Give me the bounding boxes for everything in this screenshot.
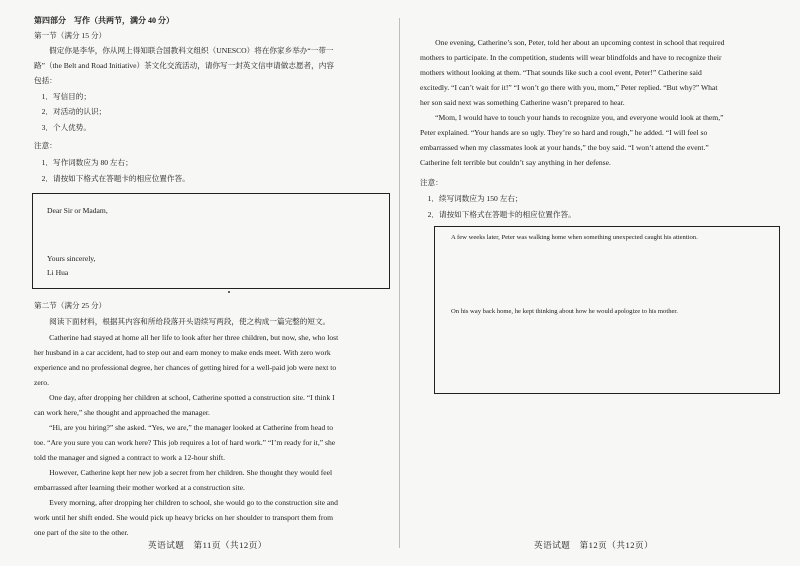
part-title: 第四部分 写作（共两节，满分 40 分） (34, 16, 174, 25)
story-line: toe. “Are you sure you can work here? This job requires a lot of hard work.” “I’m ready for it,” she (34, 438, 336, 447)
story-line: Catherine felt terrible but couldn’t say anything in her defense. (420, 158, 611, 167)
task-line: 包括： (34, 76, 57, 85)
story-line: can work here,” she thought and approached the manager. (34, 408, 210, 417)
story-line: “Mom, I would have to touch your hands to recognize you, and everyone would look at them,” (420, 113, 724, 122)
story-line: Every morning, after dropping her children to school, she would go to the construction site and (34, 498, 338, 507)
note-item: 2．请按如下格式在答题卡的相应位置作答。 (420, 210, 576, 219)
story-line: Peter explained. “Your hands are so ugly. They’re so hard and rough,” he added. “I will feel so (420, 128, 708, 137)
story-line: Catherine had stayed at home all her life to look after her three children, but now, she, who lost (34, 333, 339, 342)
story-line: her son said next was something Catherine wasn’t prepared to hear. (420, 98, 625, 107)
story-line: embarrassed after learning their mother worked at a construction site. (34, 483, 245, 492)
note-item: 1．续写词数应为 150 左右； (420, 194, 523, 203)
note-item: 1．写作词数应为 80 左右； (34, 158, 133, 167)
scan-speck (228, 291, 230, 293)
notes-label: 注意： (34, 141, 57, 150)
right-page (400, 0, 800, 566)
letter-salutation: Dear Sir or Madam, (47, 206, 108, 215)
letter-signature: Li Hua (47, 268, 69, 277)
story-line: work until her shift ended. She would pick up heavy bricks on her shoulder to transport them from (34, 513, 334, 522)
page-footer: 英语试题 第12页（共12页） (534, 540, 654, 550)
task-item: 2．对活动的认识； (34, 107, 107, 116)
continuation-answer-box (434, 226, 780, 394)
section2-title: 第二节（满分 25 分） (34, 301, 107, 310)
story-line: experience and no professional degree, her chances of getting hired for a well-paid job were next to (34, 363, 337, 372)
paragraph1-opening: A few weeks later, Peter was walking home when something unexpected caught his attention. (451, 234, 698, 241)
story-line: One evening, Catherine’s son, Peter, told her about an upcoming contest in school that required (420, 38, 725, 47)
story-line: embarrassed when my classmates look at your hands,” the boy said. “I won’t attend the event.” (420, 143, 709, 152)
paragraph2-opening: On his way back home, he kept thinking about how he would apologize to his mother. (451, 308, 678, 315)
task-line: 路”（the Belt and Road Initiative）茶文化交流活动，请你写一封英文信申请做志愿者，内容 (34, 61, 334, 70)
task-line: 假定你是李华，你从网上得知联合国教科文组织（UNESCO）将在你家乡举办“一带一 (34, 46, 334, 55)
letter-closing: Yours sincerely, (47, 254, 96, 263)
story-line: her husband in a car accident, had to step out and earn money to make ends meet. With zero work (34, 348, 331, 357)
story-line: mothers to participate. In the competition, students will wear blindfolds and have to recognize their (420, 53, 722, 62)
task-item: 1．写信目的； (34, 92, 91, 101)
story-line: “Hi, are you hiring?” she asked. “Yes, we are,” the manager looked at Catherine from head to (34, 423, 334, 432)
section2-instruction: 阅读下面材料，根据其内容和所给段落开头语续写两段，使之构成一篇完整的短文。 (34, 317, 331, 326)
note-item: 2．请按如下格式在答题卡的相应位置作答。 (34, 174, 190, 183)
story-line: zero. (34, 378, 49, 387)
story-line: told the manager and signed a contract to work a 12-hour shift. (34, 453, 226, 462)
letter-answer-box (32, 193, 390, 289)
story-line: excitedly. “I can’t wait for it!” “I won’t go there with you, mom,” Peter replied. “But why?” What (420, 83, 718, 92)
notes-label: 注意： (420, 178, 443, 187)
story-line: One day, after dropping her children at school, Catherine spotted a construction site. “I think I (34, 393, 335, 402)
story-line: mothers without looking at them. “That sounds like such a cool event, Peter!” Catherine said (420, 68, 702, 77)
story-line: one part of the site to the other. (34, 528, 129, 537)
page-footer: 英语试题 第11页（共12页） (148, 540, 267, 550)
story-line: However, Catherine kept her new job a secret from her children. She thought they would feel (34, 468, 333, 477)
task-item: 3．个人优势。 (34, 123, 91, 132)
section1-title: 第一节（满分 15 分） (34, 31, 107, 40)
